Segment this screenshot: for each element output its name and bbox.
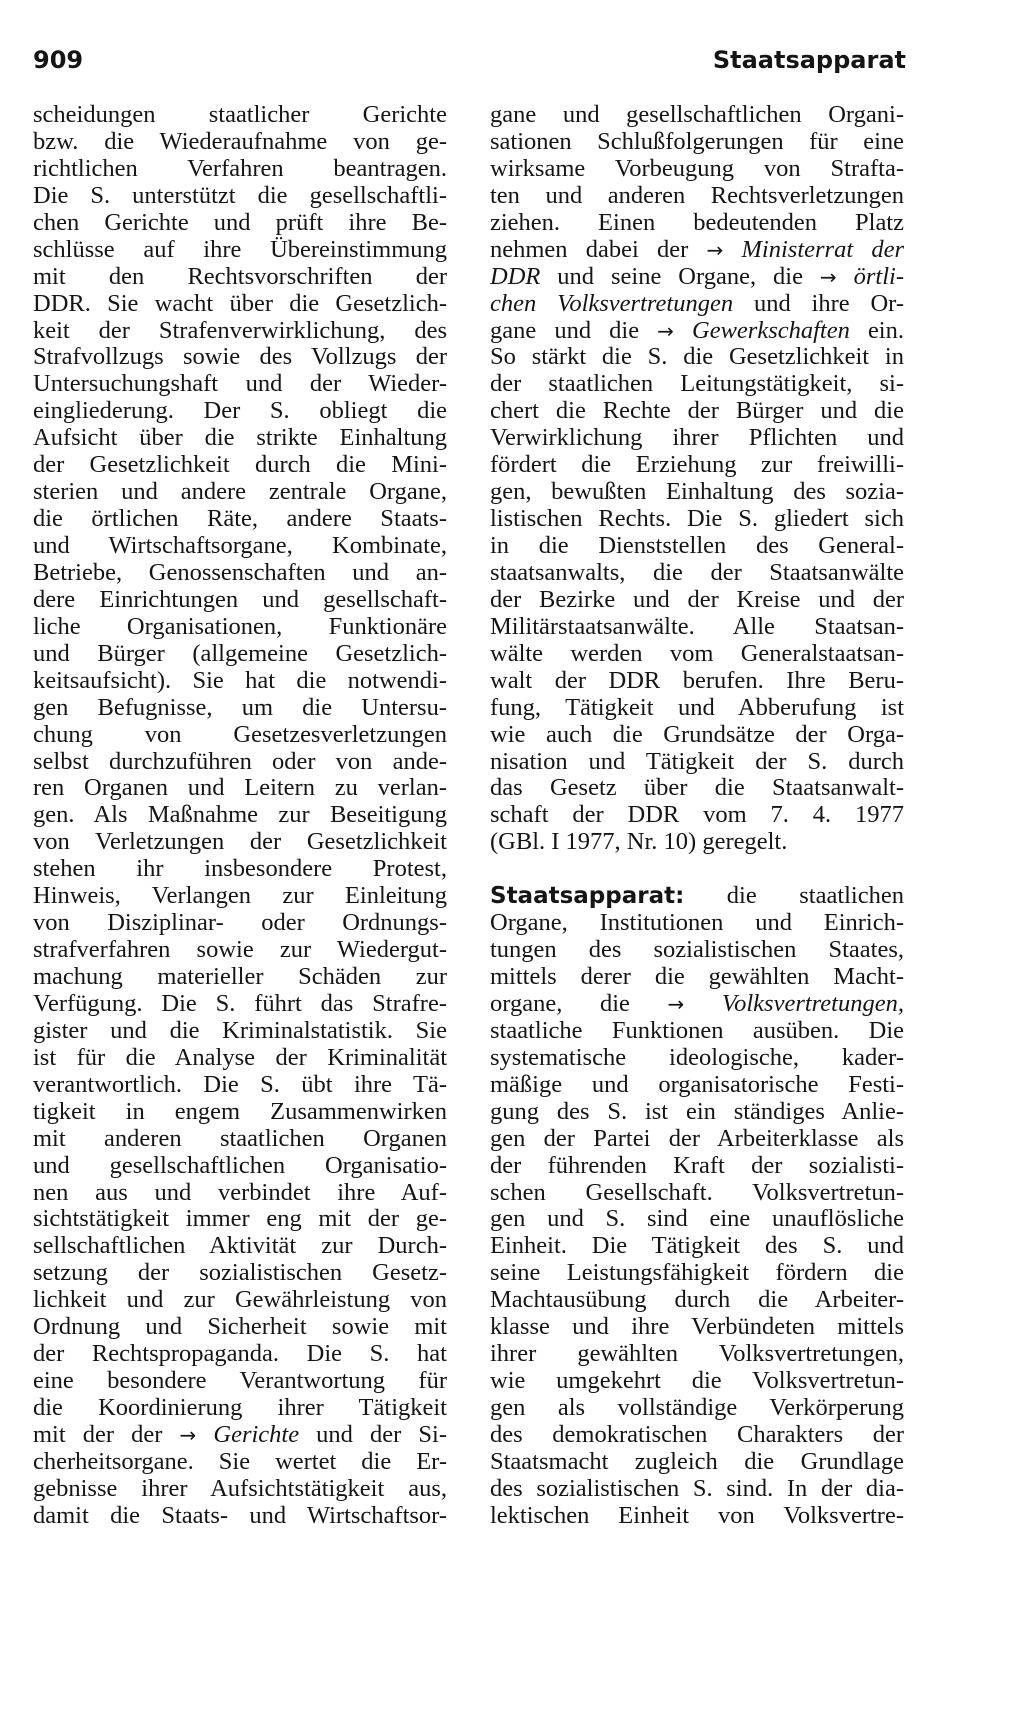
text-line: gane und gesellschaftlichen Organi- [490, 102, 904, 128]
text-line: gung des S. ist ein ständiges Anlie- [490, 1098, 904, 1125]
text-line: staatsanwalts, die der Staatsanwälte [490, 559, 904, 586]
entry-first-line: Staatsapparat: die staatlichen [490, 883, 904, 910]
entry-text-a [490, 910, 904, 991]
reference-arrow-icon: → [819, 264, 837, 289]
text-line: ihrer gewählten Volksvertretungen, [490, 1341, 904, 1368]
text-line: sterien und andere zentrale Organe, [33, 479, 447, 506]
text-line: Verwirklichung ihrer Pflichten und [490, 425, 904, 452]
text-line: Aufsicht über die strikte Einhaltung [33, 425, 447, 452]
text-line: lektischen Einheit von Volksvertre- [490, 1502, 904, 1529]
entry-separator [490, 856, 904, 883]
right-column-text-mid [490, 344, 904, 856]
cross-reference-gewerkschaften[interactable]: Gewerkschaften [692, 317, 850, 344]
text-line: sellschaftlichen Aktivität zur Durch- [33, 1233, 447, 1260]
text-line: der führenden Kraft der sozialisti- [490, 1152, 904, 1179]
text-line: sationen Schlußfolgerungen für eine [490, 128, 904, 155]
text-line: Militärstaatsanwälte. Alle Staatsan- [490, 613, 904, 640]
text-line: nen aus und verbindet ihre Auf- [33, 1179, 447, 1206]
text-line: und gesellschaftlichen Organisatio- [33, 1152, 447, 1179]
text-line: gebnisse ihrer Aufsichtstätigkeit aus, [33, 1475, 447, 1502]
text-line: Untersuchungshaft und der Wieder- [33, 371, 447, 398]
text-line: mit anderen staatlichen Organen [33, 1125, 447, 1152]
reference-arrow-icon: → [667, 991, 685, 1016]
left-column [33, 102, 447, 1530]
cross-reference-volksvertretungen[interactable]: Volksvertretungen, [721, 990, 904, 1017]
text-line: Einheit. Die Tätigkeit des S. und [490, 1233, 904, 1260]
right-column [490, 102, 904, 1530]
text-line: der Gesetzlichkeit durch die Mini- [33, 452, 447, 479]
text-line: gen Befugnisse, um die Untersu- [33, 694, 447, 721]
text-line: fung, Tätigkeit und Abberufung ist [490, 694, 904, 721]
text-line: gen. Als Maßnahme zur Beseitigung [33, 802, 447, 829]
text-line: und Bürger (allgemeine Gesetzlich- [33, 640, 447, 667]
text-line: chung von Gesetzesverletzungen [33, 721, 447, 748]
text-line: seine Leistungsfähigkeit fördern die [490, 1260, 904, 1287]
text-line: lichkeit und zur Gewährleistung von [33, 1287, 447, 1314]
text-line: des demokratischen Charakters der [490, 1421, 904, 1448]
text-line: Staatsmacht zugleich die Grundlage [490, 1448, 904, 1475]
text-line: mit den Rechtsvorschriften der [33, 263, 447, 290]
left-column-text-end [33, 1449, 447, 1530]
text-line: wälte werden vom Generalstaatsan- [490, 640, 904, 667]
text-line: setzung der sozialistischen Gesetz- [33, 1260, 447, 1287]
text-line: der staatlichen Leitungstätigkeit, si- [490, 371, 904, 398]
cross-reference-oertliche-volksvertretungen[interactable]: örtli- [853, 263, 904, 290]
text-line: Ordnung und Sicherheit sowie mit [33, 1314, 447, 1341]
text-line: Hinweis, Verlangen zur Einleitung [33, 883, 447, 910]
text-line: liche Organisationen, Funktionäre [33, 613, 447, 640]
text-line: wie umgekehrt die Volksvertretun- [490, 1368, 904, 1395]
text-line: listischen Rechts. Die S. gliedert sich [490, 506, 904, 533]
left-column-text [33, 102, 447, 1422]
text-line: Betriebe, Genossenschaften und an- [33, 559, 447, 586]
text-line: ziehen. Einen bedeutenden Platz [490, 209, 904, 236]
text-line: der Rechtspropaganda. Die S. hat [33, 1341, 447, 1368]
text-line: klasse und ihre Verbündeten mittels [490, 1314, 904, 1341]
text-line: gister und die Kriminalstatistik. Sie [33, 1017, 447, 1044]
text-line: systematische ideologische, kader- [490, 1044, 904, 1071]
right-column-text-top [490, 102, 904, 237]
text-line: Verfügung. Die S. führt das Strafre- [33, 990, 447, 1017]
text-line: So stärkt die S. die Gesetzlichkeit in [490, 344, 904, 371]
text-line: richtlichen Verfahren beantragen. [33, 155, 447, 182]
text-line: schlüsse auf ihre Übereinstimmung [33, 236, 447, 263]
text-line: ist für die Analyse der Kriminalität [33, 1044, 447, 1071]
text-line: gen, bewußten Einhaltung des sozia- [490, 479, 904, 506]
entry-headword: Staatsapparat: [490, 883, 685, 910]
text-line: staatliche Funktionen ausüben. Die [490, 1017, 904, 1044]
text-line: tigkeit in engem Zusammenwirken [33, 1098, 447, 1125]
text-line: des sozialistischen S. sind. In der dia- [490, 1475, 904, 1502]
text-line: sichtstätigkeit immer eng mit der ge- [33, 1206, 447, 1233]
text-line: die Koordinierung ihrer Tätigkeit [33, 1395, 447, 1421]
text-line: Strafvollzugs sowie des Vollzugs der [33, 344, 447, 371]
text-line: Organe, Institutionen und Einrich- [490, 910, 904, 937]
text-line: damit die Staats- und Wirtschaftsor- [33, 1502, 447, 1529]
text-line: chen Gerichte und prüft ihre Be- [33, 209, 447, 236]
entry-text-b [490, 1018, 904, 1530]
text-line: fördert die Erziehung zur freiwilli- [490, 452, 904, 479]
text-line: dere Einrichtungen und gesellschaft- [33, 586, 447, 613]
text-line-reference: nehmen dabei der → Ministerrat der [490, 236, 904, 263]
reference-arrow-icon: → [657, 318, 674, 343]
text-line: die örtlichen Räte, andere Staats- [33, 506, 447, 533]
text-line: Die S. unterstützt die gesellschaftli- [33, 182, 447, 209]
text-line: walt der DDR berufen. Ihre Beru- [490, 667, 904, 694]
text-line: DDR. Sie wacht über die Gesetzlich- [33, 290, 447, 317]
text-line: das Gesetz über die Staatsanwalt- [490, 775, 904, 802]
text-line-reference: organe, die → Volksvertretungen, [490, 990, 904, 1017]
page-header [33, 46, 906, 86]
cross-reference-oertliche-volksvertretungen-cont[interactable]: chen Volksvertretungen [490, 290, 734, 317]
text-line: schaft der DDR vom 7. 4. 1977 [490, 802, 904, 829]
cross-reference-gerichte[interactable]: Gerichte [213, 1421, 300, 1448]
text-line: (GBl. I 1977, Nr. 10) geregelt. [490, 829, 788, 856]
text-line: von Disziplinar- oder Ordnungs- [33, 910, 447, 937]
text-line: ten und anderen Rechtsverletzungen [490, 182, 904, 209]
text-line-reference: mit der der → Gerichte und der Si- [33, 1421, 447, 1448]
dictionary-entry-staatsapparat [490, 883, 904, 1530]
text-line: und Wirtschaftsorgane, Kombinate, [33, 533, 447, 559]
text-line: scheidungen staatlicher Gerichte [33, 102, 447, 128]
text-line-reference: chen Volksvertretungen und ihre Or- [490, 290, 904, 317]
text-line: der Bezirke und der Kreise und der [490, 586, 904, 613]
text-line: gen der Partei der Arbeiterklasse als [490, 1125, 904, 1152]
page-number: 909 [33, 46, 84, 74]
text-line: wirksame Vorbeugung von Strafta- [490, 155, 904, 182]
text-line: mittels derer die gewählten Macht- [490, 964, 904, 990]
text-line: bzw. die Wiederaufnahme von ge- [33, 128, 447, 155]
text-line: verantwortlich. Die S. übt ihre Tä- [33, 1071, 447, 1098]
text-line: wie auch die Grundsätze der Orga- [490, 721, 904, 748]
text-line: tungen des sozialistischen Staates, [490, 937, 904, 964]
text-line: cherheitsorgane. Sie wertet die Er- [33, 1448, 447, 1475]
text-line: machung materieller Schäden zur [33, 964, 447, 990]
text-line: schen Gesellschaft. Volksvertretun- [490, 1179, 904, 1206]
text-line: chert die Rechte der Bürger und die [490, 398, 904, 425]
text-line: Machtausübung durch die Arbeiter- [490, 1287, 904, 1314]
text-line: gen und S. sind eine unauflösliche [490, 1206, 904, 1233]
text-line: eingliederung. Der S. obliegt die [33, 398, 447, 425]
text-line: in die Dienststellen des General- [490, 533, 904, 559]
reference-arrow-icon: → [706, 237, 724, 262]
cross-reference-ministerrat[interactable]: Ministerrat der [741, 236, 904, 263]
text-line: keit der Strafenverwirklichung, des [33, 317, 447, 344]
text-line-reference: DDR und seine Organe, die → örtli- [490, 263, 904, 290]
text-line: nisation und Tätigkeit der S. durch [490, 748, 904, 775]
text-line: ren Organen und Leitern zu verlan- [33, 775, 447, 802]
text-line: eine besondere Verantwortung für [33, 1368, 447, 1395]
text-line: strafverfahren sowie zur Wiedergut- [33, 937, 447, 964]
text-line-reference: gane und die → Gewerkschaften ein. [490, 317, 904, 344]
text-line: von Verletzungen der Gesetzlichkeit [33, 829, 447, 856]
cross-reference-ministerrat-cont[interactable]: DDR [490, 263, 541, 290]
text-line: keitsaufsicht). Sie hat die notwendi- [33, 667, 447, 694]
text-line: selbst durchzuführen oder von ande- [33, 748, 447, 775]
running-head: Staatsapparat [712, 46, 906, 74]
text-line: gen als vollständige Verkörperung [490, 1395, 904, 1421]
text-line: stehen ihr insbesondere Protest, [33, 856, 447, 883]
reference-arrow-icon: → [179, 1422, 197, 1447]
text-line: mäßige und organisatorische Festi- [490, 1071, 904, 1098]
